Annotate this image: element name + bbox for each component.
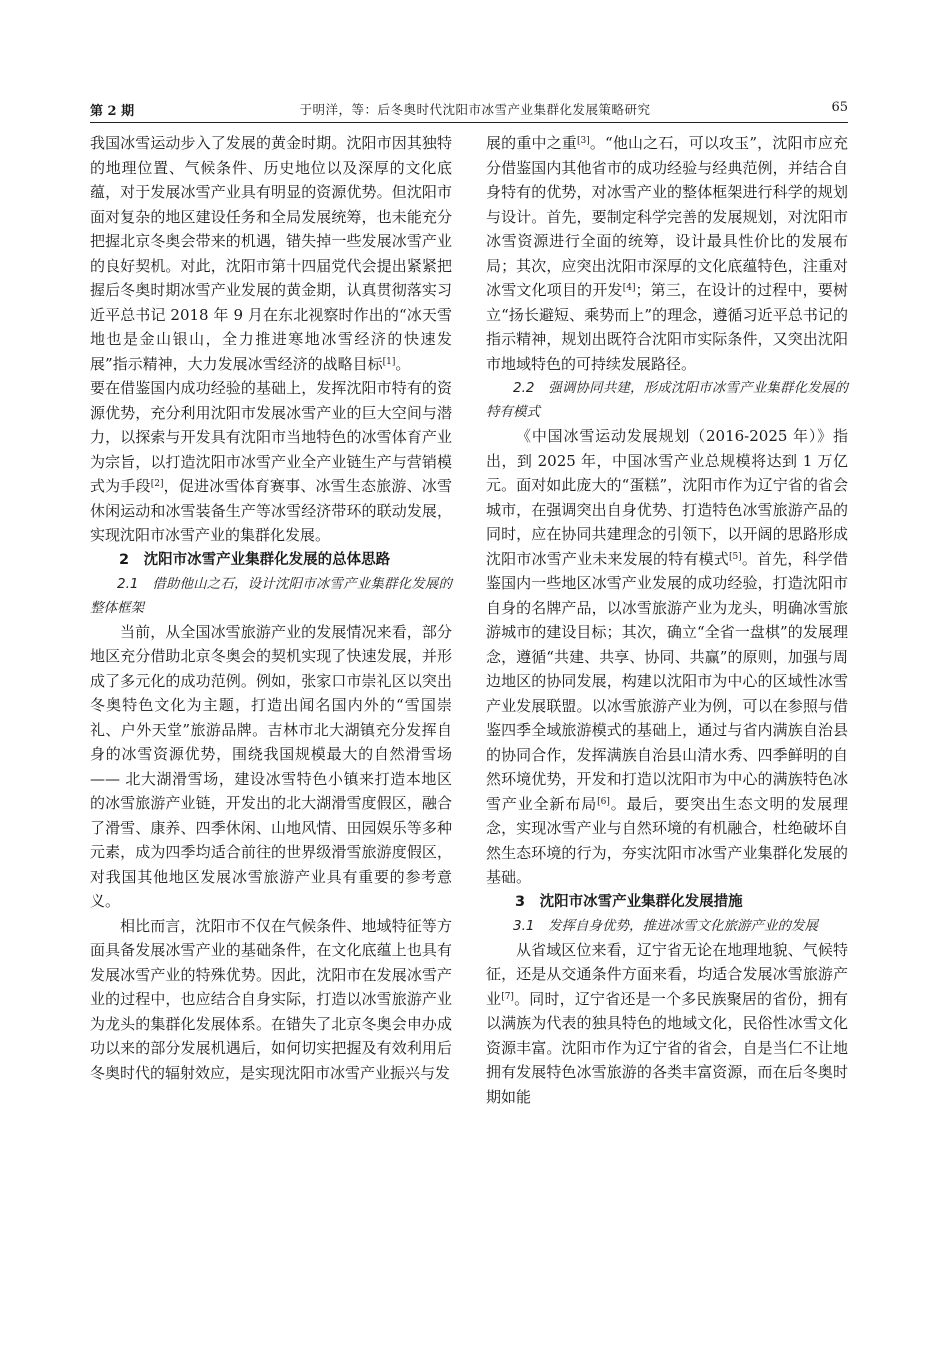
right-column: [486, 131, 848, 1109]
header-rule: [90, 122, 848, 123]
citation: [7]: [501, 991, 514, 1002]
page-header: [0, 100, 950, 122]
subsection-heading: 2.1 借助他山之石，设计沈阳市冰雪产业集群化发展的整体框架: [90, 575, 452, 616]
paragraph: 从省域区位来看，辽宁省无论在地理地貌、气候特征，还是从交通条件方面来看，均适合发展冰雪旅游产业[7]。同时，辽宁省还是一个多民族聚居的省份，拥有以满族为代表的独具特色的地域文化，民俗性冰雪文化资源丰富。沈阳市作为辽宁省的省会，自是当仁不让地拥有发展特色冰雪旅游的各类丰富资源，而在后冬奥时期如能: [486, 940, 848, 1106]
subsection-heading: 2.2 强调协同共建，形成沈阳市冰雪产业集群化发展的特有模式: [486, 380, 848, 420]
paragraph: 要在借鉴国内成功经验的基础上，发挥沈阳市特有的资源优势，充分利用沈阳市发展冰雪产业的巨大空间与潜力，以探索与开发具有沈阳市当地特色的冰雪体育产业为宗旨，以打造沈阳市冰雪产业全产业链生产与营销模式为手段[2]，促进冰雪体育赛事、冰雪生态旅游、冰雪休闲运动和冰雪装备生产等冰雪经济带环的联动发展，实现沈阳市冰雪产业的集群化发展。: [90, 379, 452, 544]
running-title: 于明洋，等：后冬奥时代沈阳市冰雪产业集群化发展策略研究: [299, 102, 651, 117]
issue-number: 第 2 期: [90, 104, 135, 119]
citation: [5]: [728, 551, 742, 562]
paragraph: 《中国冰雪运动发展规划（2016-2025 年）》指出，到 2025 年，中国冰雪产业总规模将达到 1 万亿元。面对如此庞大的“蛋糕”，沈阳市作为辽宁省的省会城市，在强调突出自身优势、打造特色冰雪旅游产品的同时，应在协同共建理念的引领下，以开阔的思路形成沈阳市冰雪产业未来发展的特有模式[5]。首先，科学借鉴国内一些地区冰雪产业发展的成功经验，打造沈阳市自身的名牌产品，以冰雪旅游产业为龙头，明确冰雪旅游城市的建设目标；其次，确立“全省一盘棋”的发展理念，遵循“共建、共享、协同、共赢”的原则，加强与周边地区的协同发展，构建以沈阳市为中心的区域性冰雪产业发展联盟。以冰雪旅游产业为例，可以在参照与借鉴四季全域旅游模式的基础上，通过与省内满族自治县的协同合作，发挥满族自治县山清水秀、四季鲜明的自然环境优势，开发和打造以沈阳市为中心的满族特色冰雪产业全新布局[6]。最后，要突出生态文明的发展理念，实现冰雪产业与自然环境的有机融合，杜绝破坏自然生态环境的行为，夯实沈阳市冰雪产业集群化发展的基础。: [486, 427, 848, 886]
citation: [4]: [622, 283, 636, 293]
paragraph: 展的重中之重[3]。“他山之石，可以攻玉”，沈阳市应充分借鉴国内其他省市的成功经验与经典范例，并结合自身特有的优势，对冰雪产业的整体框架进行科学的规划与设计。首先，要制定科学完善的发展规划，对沈阳市冰雪资源进行全面的统筹，设计最具性价比的发展布局；其次，应突出沈阳市深厚的文化底蕴特色，注重对冰雪文化项目的开发[4]；第三，在设计的过程中，要树立“扬长避短、乘势而上”的理念，遵循习近平总书记的指示精神，规划出既符合沈阳市实际条件，又突出沈阳市地域特色的可持续发展路径。: [486, 134, 848, 373]
section-heading: 2 沈阳市冰雪产业集群化发展的总体思路: [119, 551, 391, 568]
citation: [2]: [150, 479, 164, 489]
page-number: 65: [831, 100, 848, 115]
paragraph: 当前，从全国冰雪旅游产业的发展情况来看，部分地区充分借助北京冬奥会的契机实现了快速发展，并形成了多元化的成功范例。例如，张家口市崇礼区以突出冬奥特色文化为主题，打造出闻名国内外的“雪国崇礼、户外天堂”旅游品牌。吉林市北大湖镇充分发挥自身的冰雪资源优势，围绕我国规模最大的自然滑雪场 —— 北大湖滑雪场，建设冰雪特色小镇来打造本地区的冰雪旅游产业链，开发出的北大湖滑雪度假区，融合了滑雪、康养、四季休闲、山地风情、田园娱乐等多种元素，成为四季均适合前往的世界级滑雪旅游度假区，对我国其他地区发展冰雪旅游产业具有重要的参考意义。: [90, 622, 452, 910]
citation: [3]: [576, 136, 590, 146]
citation: [6]: [597, 796, 610, 807]
section-heading: 3 沈阳市冰雪产业集群化发展措施: [515, 893, 743, 910]
subsection-heading: 3.1 发挥自身优势，推进冰雪文化旅游产业的发展: [513, 917, 818, 934]
left-column: [90, 131, 452, 1085]
paragraph: 我国冰雪运动步入了发展的黄金时期。沈阳市因其独特的地理位置、气候条件、历史地位以及深厚的文化底蕴，对于发展冰雪产业具有明显的资源优势。但沈阳市面对复杂的地区建设任务和全局发展统筹，也未能充分把握北京冬奥会带来的机遇，错失掉一些发展冰雪产业的良好契机。对此，沈阳市第十四届党代会提出紧紧把握后冬奥时期冰雪产业发展的黄金期，认真贯彻落实习近平总书记 2018 年 9 月在东北视察时作出的“冰天雪地也是金山银山，全力推进寒地冰雪经济的快速发展”指示精神，大力发展冰雪经济的战略目标[1]。: [90, 134, 452, 373]
paragraph: 相比而言，沈阳市不仅在气候条件、地域特征等方面具备发展冰雪产业的基础条件，在文化底蕴上也具有发展冰雪产业的特殊优势。因此，沈阳市在发展冰雪产业的过程中，也应结合自身实际，打造以冰雪旅游产业为龙头的集群化发展体系。在错失了北京冬奥会申办成功以来的部分发展机遇后，如何切实把握及有效利用后冬奥时代的辐射效应，是实现沈阳市冰雪产业振兴与发: [90, 916, 452, 1082]
citation: [1]: [382, 356, 396, 367]
